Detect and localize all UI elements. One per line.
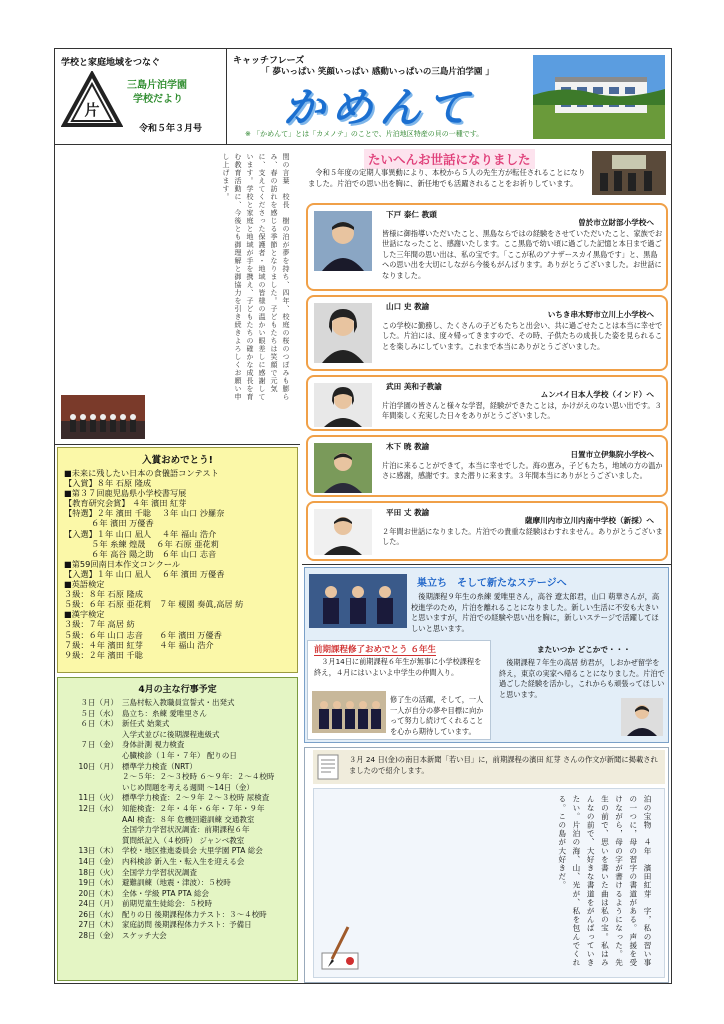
event-text: 避難訓練（地震・津波）：５校時 (122, 878, 231, 888)
teacher-portrait (314, 509, 372, 555)
schedule-event (64, 698, 291, 709)
schedule-event (64, 730, 291, 741)
event-text: ２〜５年：２〜３校時 ６〜９年：２〜４校時 (122, 772, 275, 782)
header-left (55, 49, 227, 145)
event-text: 内科検診 新入生・転入生を迎える会 (122, 856, 245, 866)
newsletter-page (54, 48, 672, 984)
event-text: 知能検査：２年・４年・６年・７年・９年 (122, 803, 265, 813)
teacher-message: 片泊に来ることができて，本当に幸せでした。海の恵み，子どもたち，地域の方の温かさに感謝，感謝です。また潜りに来ます。３年間本当にありがとうございました。 (382, 461, 663, 481)
teacher-destination: 曽於市立財部小学校へ (578, 218, 654, 227)
award-line: ■第59回南日本作文コンクール (64, 558, 181, 569)
award-line: ■英語検定 (64, 579, 105, 590)
school-name-line2: 学校だより (133, 94, 183, 105)
event-date: 14日（金） (78, 856, 118, 866)
header-title-area (227, 49, 527, 145)
event-date: 19日（水） (78, 878, 118, 888)
event-text: 入学式並びに後期課程進級式 (122, 729, 220, 739)
event-date: 20日（木） (78, 888, 118, 898)
essay-text: 泊の宝物 ４年 濱田紅芽 字，私の習い事の一つに，母の習字の書道がある。声援を受けながら，母の字が書けるようになった。先生の前で、思いを書いた曲は私の宝。私はみんなの前で、大好きな書道をがんばっていきたい。片泊の海、山、光が、私を包んでくれる。この島が大好きだ。 (557, 795, 652, 967)
left-column (55, 145, 300, 985)
schedule-event (64, 889, 291, 900)
farewell-student-title: またいつか どこかで・・・ (537, 645, 631, 654)
farewell-title: たいへんお世話になりました (364, 149, 535, 169)
event-date: 24日（月） (78, 899, 118, 909)
farewell-ceremony-photo (592, 151, 666, 195)
event-date: 18日（火） (78, 867, 118, 877)
tagline: 学校と家庭地域をつなぐ (61, 58, 161, 68)
right-column (302, 145, 671, 985)
event-text: 全国学力学習状況調査 (122, 867, 197, 877)
teacher-message: この学校に勤務し、たくさんの子どもたちと出会い、共に過ごせたことは本当に幸せでした。片泊には、度々帰ってきますので、その時、子供たちの成長した姿を見られることを楽しみにしています。これまで本当にありがとうございました。 (382, 321, 663, 351)
teacher-destination: 薩摩川内市立川内南中学校（新採）へ (524, 516, 654, 525)
essay-section (304, 747, 669, 983)
award-line: ■漢字検定 (64, 609, 105, 620)
teacher-name: 下戸 泰仁 教頭 (386, 210, 437, 219)
teacher-portrait (314, 211, 372, 271)
teacher-card (306, 375, 668, 431)
sixth-grade-text: ３月14日に前期課程６年生が無事に小学校課程を終え，４月にはいよいよ中学生の仲間入り。 (314, 657, 482, 677)
schedule-list (64, 698, 291, 942)
school-emblem-icon (61, 71, 123, 133)
farewell-intro: 令和５年度の定期人事異動により、本校から５人の先生方が転任されることになりました。片泊での思い出を胸に、新任地でも活躍されることをお祈りしています。 (308, 168, 586, 188)
teacher-name: 木下 暁 教諭 (386, 442, 430, 451)
schedule-event (64, 857, 291, 868)
award-line: 【教育研究会賞】 ４年 濱田 紅芽 (64, 498, 187, 509)
event-text: 心臓検診（１年・７年） 配りの日 (122, 750, 237, 760)
event-date: ３日（月） (80, 698, 118, 707)
farewell-student-text: 後期課程７年生の高居 紡君が，しおかぜ留学を終え，東京の実家へ帰ることになりました。片泊で過ごした経験を活かし，これからも頑張ってほしいと思います。 (499, 658, 665, 699)
schedule-event (64, 931, 291, 942)
schedule-event (64, 762, 291, 773)
schedule-event (64, 910, 291, 921)
teacher-portrait (314, 383, 372, 427)
event-text: 標準学力検査：２〜９年 ２〜３校時 尿検査 (122, 793, 270, 803)
event-text: AAI 検査：８年 危機回避訓練 交通教室 (122, 814, 255, 824)
schedule-event (64, 815, 291, 826)
schedule-title: 4月の主な行事予定 (138, 685, 217, 695)
event-text: 家庭訪問 後期課程体力テスト：予備日 (122, 920, 252, 930)
schedule-event (64, 751, 291, 762)
sixth-grade-title: 前期課程修了おめでとう ６年生 (314, 645, 436, 655)
header (55, 49, 671, 145)
awards-box (57, 447, 298, 673)
teacher-card (306, 203, 668, 291)
emblem-char: 片 (84, 101, 100, 119)
newsletter-title: かめんて (283, 83, 476, 132)
award-line: 【特選】２年 濱田 千聡 ３年 山口 沙羅奈 (64, 508, 225, 519)
schedule-event (64, 804, 291, 815)
catchphrase-label: キャッチフレーズ (233, 56, 305, 66)
teacher-destination: いちき串木野市立川上小学校へ (547, 310, 654, 319)
teacher-name: 武田 美和子教諭 (386, 382, 442, 391)
award-line: ５年 糸練 煌晟 ６年 石原 亜花莉 (64, 538, 219, 549)
calligraphy-brush-icon (318, 923, 362, 973)
award-line: 【入選】１年 山口 凪人 ６年 濱田 万優香 (64, 568, 225, 579)
schedule-event (64, 836, 291, 847)
schedule-event (64, 719, 291, 730)
event-date: 10日（月） (78, 761, 118, 771)
event-text: 新任式 始業式 (122, 719, 170, 729)
event-text: いじめ問題を考える週間 〜14日（金） (122, 782, 254, 792)
schedule-event (64, 740, 291, 751)
essay-header (313, 750, 665, 784)
graduation-title: 巣立ち そして新たなステージへ (417, 578, 567, 589)
schedule-event (64, 793, 291, 804)
teacher-message: 片泊学園の皆さんと様々な学習，経験ができたことは，かけがえのない思い出です。３年間楽しく充実した日々をありがとうございました。 (382, 401, 662, 421)
schedule-event (64, 783, 291, 794)
event-text: 学校・地区推進委員会 大里学園 PTA 総会 (122, 846, 263, 856)
award-line: ６年 高谷 陽之助 ６年 山口 志音 (64, 548, 217, 559)
sixth-grade-photo (312, 691, 386, 733)
teacher-destination: 日置市立伊集院小学校へ (570, 450, 654, 459)
teacher-card (306, 435, 668, 497)
schedule-event (64, 825, 291, 836)
event-text: 前期児童生徒総会：５校時 (122, 899, 212, 909)
schedule-event (64, 899, 291, 910)
teacher-message: 皆様に御指導いただいたこと、黒島ならではの経験をさせていただいたこと、家族でお世話になったこと、感謝いたします。ここ黒島で幼い頃に過ごした記憶と本日まで過ごした三年間の思い出は、私の宝です。「ここが私のアナザースカイ黒島です」と、黒島への思い出を大切にしながら今後もがんばります。ありがとうございました。お世話になりました。 (382, 229, 663, 280)
award-line: ■未来に残したい日本の食儀語コンテスト (64, 468, 219, 478)
event-text: 身体計測 視力検査 (122, 740, 185, 750)
catchphrase: 「 夢いっぱい 笑顔いっぱい 感動いっぱいの三島片泊学園 」 (261, 67, 494, 77)
school-name (127, 79, 187, 107)
essay-intro: ３月 24 日(金)の南日本新聞「若い目」に，前期課程の濱田 紅芽 さんの作文が新聞に掲載されましたので紹介します。 (349, 755, 658, 775)
graduates-photo (309, 574, 407, 628)
school-building-photo (533, 55, 665, 139)
sixth-grade-text2: 修了生の活躍，そして，一人一人が自分の夢や目標に向かって努力し続けてくれることを心から期待しています。 (390, 695, 484, 736)
award-line: 【入選】１年 山口 凪人 ４年 福山 浩介 (64, 528, 217, 539)
school-name-line1: 三島片泊学園 (127, 80, 187, 91)
schedule-event (64, 709, 291, 720)
event-text: 三島村転入教職員宣誓式・出発式 (122, 698, 235, 707)
award-line: ９級：２年 濱田 千聡 (64, 649, 143, 660)
graduation-text: 後期課程９年生の糸練 愛唯里さん，高谷 遼太郎君，山口 萌華さんが，高校進学のため，片泊を離れることになりました。新しい生活に不安も大きいと思いますが，片泊での経験や思い出を胸に，新しいステージで活躍してほしいと思います。 (411, 592, 660, 633)
issue-date: 令和５年３月号 (139, 124, 203, 134)
teacher-name: 平田 丈 教諭 (386, 508, 430, 517)
event-date: 26日（水） (78, 909, 118, 919)
event-date: 27日（木） (78, 920, 118, 930)
sixth-grade-box (307, 640, 491, 740)
schedule-event (64, 868, 291, 879)
event-text: 島立ち：糸練 愛唯里さん (122, 708, 207, 718)
award-line: ■第３７回鹿児島県小学校書写展 (64, 488, 187, 499)
essay-body (313, 788, 665, 978)
schedule-event (64, 772, 291, 783)
event-text: 標準学力検査（NRT） (122, 761, 197, 771)
principal-message-text: 閏の言葉 校長 樹の泊が夢を持ち、四年、校庭の桜のつぼみも膨らみ、春の訪れを感じる季節となりました。子どもたちは笑顔で元気に、支えてくださった保護者・地域の皆様の温かい眼差しに感謝しています。学校と家庭と地域が手を携え、子どもたちの確かな成長を育む教育活動に、今後とも御理解と御協力を引き続きよろしくお願い申し上げます。 (222, 153, 290, 401)
event-date: 11日（火） (78, 793, 118, 803)
event-date: 28日（金） (78, 931, 118, 941)
event-date: 12日（水） (78, 803, 118, 813)
teacher-card (306, 295, 668, 371)
award-line: ７級：４年 濱田 紅芽 ４年 福山 浩介 (64, 639, 214, 650)
title-note: ※ 「かめんて」とは「カメノテ」のことで、片泊地区特産の貝の一種です。 (245, 130, 484, 138)
event-date: ６日（木） (80, 719, 118, 729)
awards-title: 入賞おめでとう! (142, 455, 213, 466)
teacher-portrait (314, 443, 372, 493)
teacher-message: ２年間お世話になりました。片泊での貴重な経験はわすれません。ありがとうございました。 (382, 527, 663, 547)
student-portrait (621, 698, 663, 736)
ceremony-photo (61, 395, 145, 439)
newspaper-icon (317, 754, 339, 780)
award-line: ５級：６年 石原 亜花莉 ７年 榎園 奏眞,高居 紡 (64, 599, 244, 610)
farewell-section (302, 145, 671, 565)
graduation-section (304, 567, 669, 743)
award-line: ６年 濱田 万優香 (64, 518, 154, 529)
teacher-name: 山口 史 教諭 (386, 302, 430, 311)
teacher-portrait (314, 303, 372, 363)
schedule-event (64, 920, 291, 931)
principal-message (55, 145, 300, 445)
award-line: 【入賞】８年 石原 隆成 (64, 478, 152, 489)
award-line: ５級：６年 山口 志音 ６年 濱田 万優香 (64, 629, 222, 640)
event-date: 13日（木） (78, 846, 118, 856)
awards-list (64, 468, 291, 660)
event-text: 質問紙記入（４校時） ジャンベ教室 (122, 835, 245, 845)
award-line: ３級：８年 石原 隆成 (64, 589, 143, 600)
event-date: ５日（水） (80, 708, 118, 718)
teacher-card (306, 501, 668, 561)
event-text: 全国学力学習状況調査：前期課程６年 (122, 825, 250, 835)
award-line: ３級：７年 高居 紡 (64, 619, 135, 630)
event-text: 全体・学級 PTA PTA 総会 (122, 888, 209, 898)
event-text: 配りの日 後期課程体力テスト：３〜４校時 (122, 909, 267, 919)
farewell-student-box (495, 640, 667, 740)
event-date: ７日（金） (80, 740, 118, 750)
schedule-box (57, 677, 298, 981)
teacher-destination: ムンバイ日本人学校（インド）へ (540, 390, 654, 399)
schedule-event (64, 846, 291, 857)
event-text: スケッチ大会 (122, 931, 167, 941)
schedule-event (64, 878, 291, 889)
